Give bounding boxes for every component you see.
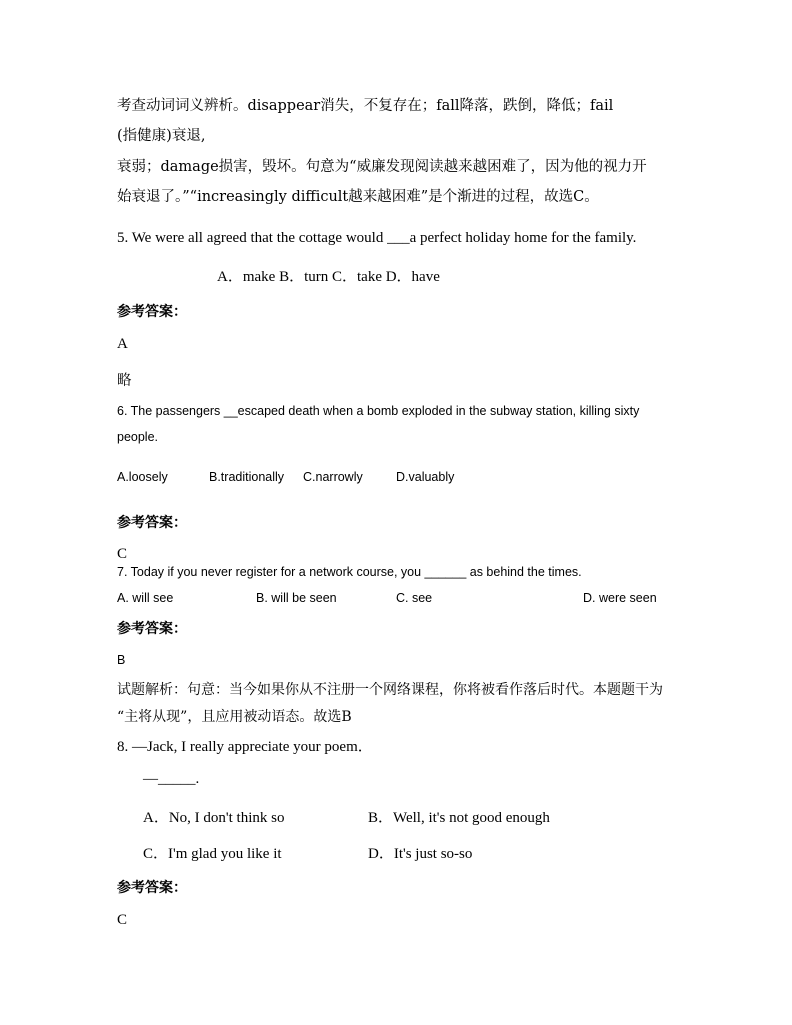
- question-6-stem: people.: [117, 430, 159, 444]
- explanation-line: 始衰退了。”“increasingly difficult越来越困难”是个渐进的过程，故选C。: [117, 189, 599, 205]
- question-6-option-b: B.traditionally: [209, 470, 285, 484]
- question-5-explanation: 略: [117, 373, 132, 389]
- explanation-line: 衰弱；damage损害，毁坏。句意为“威廉发现阅读越来越困难了，因为他的视力开: [117, 159, 647, 175]
- question-5-options: A．make B．turn C．take D．have: [217, 269, 440, 285]
- answer-heading: 参考答案：: [117, 515, 187, 531]
- question-7-explanation: 试题解析：句意：当今如果你从不注册一个网络课程，你将被看作落后时代。本题题干为: [117, 682, 663, 698]
- question-8-option-d: D．It's just so-so: [368, 846, 473, 862]
- question-8-stem: 8. —Jack, I really appreciate your poem．: [117, 739, 373, 755]
- question-8-answer: C: [117, 912, 128, 928]
- question-7-option-a: A. will see: [117, 591, 174, 605]
- question-6-option-d: D.valuably: [396, 470, 455, 484]
- question-6-answer: C: [117, 546, 128, 562]
- question-7-option-d: D. were seen: [583, 591, 657, 605]
- answer-heading: 参考答案：: [117, 880, 187, 896]
- answer-heading: 参考答案：: [117, 304, 187, 320]
- question-5-stem: 5. We were all agreed that the cottage would ___a perfect holiday home for the family.: [117, 230, 637, 246]
- question-7-option-b: B. will be seen: [256, 591, 337, 605]
- question-7-explanation: “主将从现”，且应用被动语态。故选B: [117, 709, 352, 725]
- question-7-answer: B: [117, 653, 126, 667]
- question-6-option-a: A.loosely: [117, 470, 168, 484]
- question-8-option-a: A．No, I don't think so: [143, 810, 285, 826]
- question-7-stem: 7. Today if you never register for a network course, you ______ as behind the times.: [117, 565, 582, 579]
- explanation-line: 考查动词词义辨析。disappear消失，不复存在；fall降落，跌倒，降低；fail: [117, 98, 614, 114]
- question-5-answer: A: [117, 336, 128, 352]
- question-7-option-c: C. see: [396, 591, 433, 605]
- answer-heading: 参考答案：: [117, 621, 187, 637]
- question-8-reply: —_____.: [143, 771, 200, 787]
- question-8-option-b: B．Well, it's not good enough: [368, 810, 550, 826]
- question-6-option-c: C.narrowly: [303, 470, 363, 484]
- question-8-option-c: C．I'm glad you like it: [143, 846, 282, 862]
- explanation-line: (指健康)衰退,: [117, 128, 206, 144]
- question-6-stem: 6. The passengers __escaped death when a bomb exploded in the subway station, killing sixty: [117, 404, 640, 418]
